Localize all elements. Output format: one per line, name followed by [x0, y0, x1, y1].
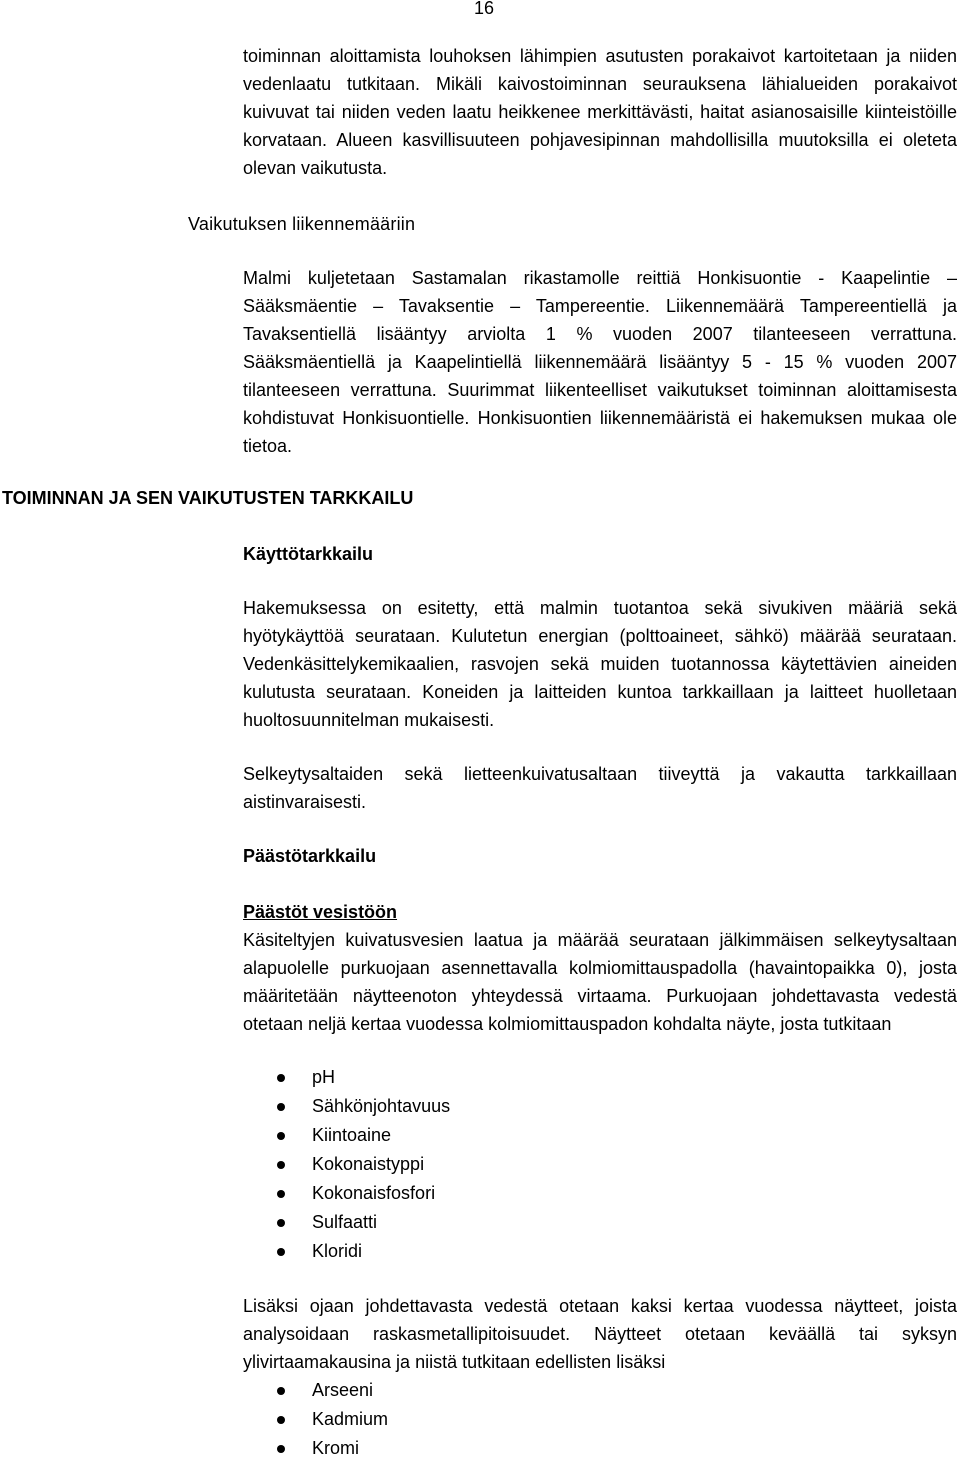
traffic-heading: Vaikutuksen liikennemääriin	[188, 214, 416, 234]
list-item: Sähkönjohtavuus	[243, 1092, 450, 1121]
bullet-icon	[277, 1103, 285, 1111]
bullet-icon	[277, 1387, 285, 1395]
water-paragraph: Käsiteltyjen kuivatusvesien laatua ja määrää seurataan jälkimmäisen selkeytysaltaan alapuolelle purkuojaan asennettavalla kolmiomittauspadolla (havaintopaikka 0), josta määritetään näytteenoton yhteydessä virtaama. Purkuojaan johdettavasta vedestä otetaan neljä kertaa vuodessa kolmiomittauspadon kohdalta näyte, josta tutkitaan	[243, 930, 957, 1034]
operation-paragraph-1: Hakemuksessa on esitetty, että malmin tuotantoa sekä sivukiven määriä sekä hyötykäyttöä seurataan. Kulutetun energian (polttoaineet, sähkö) määrää seurataan. Vedenkäsittelykemikaalien, rasvojen sekä muiden tuotannossa käytettävien aineiden kulutusta seurataan. Koneiden ja laitteiden kuntoa tarkkaillaan ja laitteet huolletaan huoltosuunnitelman mukaisesti.	[243, 598, 957, 730]
emission-heading: Päästötarkkailu	[243, 846, 377, 866]
page-number: 16	[474, 0, 495, 18]
metals-paragraph: Lisäksi ojaan johdettavasta vedestä otetaan kaksi kertaa vuodessa näytteet, joista analysoidaan raskasmetallipitoisuudet. Näytteet otetaan keväällä tai syksyn ylivirtaamakausina ja niistä tutkitaan edellisten lisäksi	[243, 1296, 957, 1372]
list-item: Kromi	[243, 1434, 388, 1463]
bullet-icon	[277, 1074, 285, 1082]
list-item: Kadmium	[243, 1405, 388, 1434]
water-heading: Päästöt vesistöön	[243, 902, 398, 922]
bullet-icon	[277, 1161, 285, 1169]
bullet-icon	[277, 1132, 285, 1140]
bullet-icon	[277, 1445, 285, 1453]
section-heading: TOIMINNAN JA SEN VAIKUTUSTEN TARKKAILU	[2, 488, 414, 508]
operation-heading: Käyttötarkkailu	[243, 544, 374, 564]
bullet-icon	[277, 1416, 285, 1424]
bullet-icon	[277, 1219, 285, 1227]
list-item: pH	[243, 1063, 450, 1092]
metal-params-list	[243, 1376, 388, 1463]
operation-paragraph-2: Selkeytysaltaiden sekä lietteenkuivatusaltaan tiiveyttä ja vakautta tarkkaillaan aistinvaraisesti.	[243, 764, 957, 812]
intro-paragraph: toiminnan aloittamista louhoksen lähimpien asutusten porakaivot kartoitetaan ja niiden vedenlaatu tutkitaan. Mikäli kaivostoiminnan seurauksena lähialueiden porakaivot kuivuvat tai niiden veden laatu heikkenee merkittävästi, haitat asianosaisille kiinteistöille korvataan. Alueen kasvillisuuteen pohjavesipinnan mahdollisilla muutoksilla ei oleteta olevan vaikutusta.	[243, 46, 957, 178]
traffic-paragraph: Malmi kuljetetaan Sastamalan rikastamolle reittiä Honkisuontie - Kaapelintie – Sääksmäentie – Tavaksentie – Tampereentie. Liikennemäärä Tampereentiellä ja Tavaksentiellä lisääntyy arviolta 1 % vuoden 2007 tilanteeseen verrattuna. Sääksmäentiellä ja Kaapelintiellä liikennemäärä lisääntyy 5 - 15 % vuoden 2007 tilanteeseen verrattuna. Suurimmat liikenteelliset vaikutukset toiminnan aloittamisesta kohdistuvat Honkisuontielle. Honkisuontien liikennemääristä ei hakemuksen mukaa ole tietoa.	[243, 268, 957, 456]
list-item: Sulfaatti	[243, 1208, 450, 1237]
bullet-icon	[277, 1248, 285, 1256]
list-item: Kloridi	[243, 1237, 450, 1266]
list-item: Kokonaistyppi	[243, 1150, 450, 1179]
list-item: Arseeni	[243, 1376, 388, 1405]
list-item: Kiintoaine	[243, 1121, 450, 1150]
water-params-list	[243, 1063, 450, 1266]
bullet-icon	[277, 1190, 285, 1198]
list-item: Kokonaisfosfori	[243, 1179, 450, 1208]
